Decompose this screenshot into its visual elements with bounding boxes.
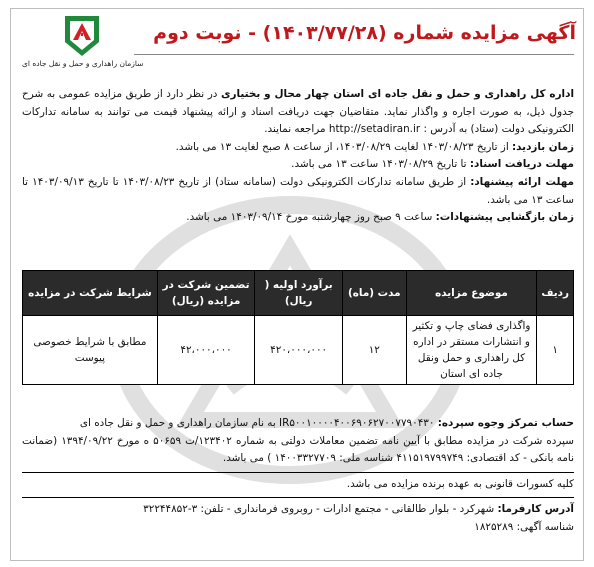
- account-text: IR۵۰۰۱۰۰۰۰۴۰۰۶۹۰۶۲۷۰۰۷۷۹۰۴۳۰ به نام سازمان راهداری و حمل و نقل جاده ای: [79, 417, 438, 429]
- ad-id-label: شناسه آگهی:: [516, 520, 574, 533]
- notice-title: آگهی مزایده شماره (۱۴۰۳/۷۷/۲۸) - نوبت دوم: [153, 22, 576, 44]
- cell-guarantee: ۴۲،۰۰۰،۰۰۰: [157, 316, 254, 385]
- cell-duration: ۱۲: [343, 316, 407, 385]
- offer-deadline: [22, 174, 574, 209]
- cell-row-number: ۱: [537, 316, 574, 385]
- employer-address: [22, 501, 574, 519]
- title-underline: [134, 54, 574, 55]
- opening-label: زمان بازگشایی پیشنهادات:: [435, 211, 574, 224]
- auction-items-table: [22, 270, 574, 385]
- intro-paragraph: [22, 86, 574, 139]
- header-conditions: شرایط شرکت در مزایده: [23, 271, 158, 316]
- organization-caption: سازمان راهداری و حمل و نقل جاده ای: [22, 59, 144, 68]
- table-row: [23, 316, 574, 385]
- cell-subject: واگذاری فضای چاپ و تکثیر و انتشارات مستقر در اداره کل راهداری و حمل ونقل جاده ای استان: [406, 316, 537, 385]
- opening-text: ساعت ۹ صبح روز چهارشنبه مورخ ۱۴۰۳/۰۹/۱۴ می باشد.: [186, 211, 436, 224]
- docs-deadline-text: تا تاریخ ۱۴۰۳/۰۸/۲۹ ساعت ۱۳ می باشد.: [291, 158, 470, 171]
- divider: [22, 497, 574, 498]
- setad-url-link[interactable]: http://setadiran.ir: [328, 123, 421, 136]
- notice-body: [22, 86, 574, 227]
- docs-deadline: [22, 156, 574, 174]
- account-info: [22, 415, 574, 433]
- notice-header: [14, 12, 580, 74]
- organization-logo: [22, 14, 142, 76]
- ad-identifier: [22, 519, 574, 537]
- intro-org-name: اداره کل راهداری و حمل و نقل جاده ای استان چهار محال و بختیاری: [220, 88, 575, 100]
- header-row-number: ردیف: [537, 271, 574, 316]
- visit-text: از تاریخ ۱۴۰۳/۰۸/۲۳ لغایت ۱۴۰۳/۰۸/۲۹، از ساعت ۸ صبح لغایت ۱۳ می باشد.: [175, 140, 513, 153]
- offer-deadline-label: مهلت ارائه پیشنهاد:: [470, 175, 574, 188]
- visit-time: [22, 139, 574, 157]
- opening-time: [22, 209, 574, 227]
- visit-label: زمان بازدید:: [512, 140, 574, 153]
- header-duration: مدت (ماه): [343, 271, 407, 316]
- ad-id-value: ۱۸۲۵۲۸۹: [474, 520, 517, 533]
- guarantee-note: سپرده شرکت در مزایده مطابق با آیین نامه تضمین معاملات دولتی به شماره ۱۲۳۴۰۲/ت ۵۰۶۵۹ ه مورخ ۱۳۹۴/۰۹/۲۲ (ضمانت نامه بانکی - کد اقتصادی: ۴۱۱۵۱۹۷۹۹۷۴۹ شناسه ملی: ۱۴۰۰۳۳۲۷۷۰۹ ) می باشد.: [22, 434, 575, 465]
- notice-footer: [22, 415, 574, 537]
- account-label: حساب تمرکز وجوه سپرده:: [437, 417, 574, 429]
- divider: [22, 472, 574, 473]
- cell-estimate: ۴۲۰،۰۰۰،۰۰۰: [255, 316, 343, 385]
- cell-conditions: مطابق با شرایط خصوصی پیوست: [23, 316, 158, 385]
- table-header-row: [23, 271, 574, 316]
- docs-deadline-label: مهلت دریافت اسناد:: [469, 158, 574, 171]
- header-guarantee: تضمین شرکت در مزایده (ریال): [157, 271, 254, 316]
- deductions-note: کلیه کسورات قانونی به عهده برنده مزایده می باشد.: [346, 477, 574, 490]
- intro-text: در نظر دارد از طریق مزایده عمومی به شرح جدول ذیل، به صورت اجاره و واگذار نماید. متقاضیان جهت دریافت اسناد و ارائه پیشنهاد قیمت می توانند به سامانه تدارکات الکترونیکی دولت (ستاد) به آدرس :: [22, 88, 574, 136]
- intro-tail: مراجعه نمایند.: [264, 123, 329, 136]
- employer-text: شهرکرد - بلوار طالقانی - مجتمع ادارات - روبروی فرمانداری - تلفن: ۳-۳۲۲۴۴۸۵۲: [143, 503, 498, 516]
- offer-deadline-text: از طریق سامانه تدارکات الکترونیکی دولت (سامانه ستاد) از تاریخ ۱۴۰۳/۰۸/۲۳ تا تاریخ ۱۴۰۳/۰۹/۱۳ تا ساعت ۱۳ می باشد.: [22, 175, 574, 206]
- employer-label: آدرس کارفرما:: [497, 503, 574, 516]
- road-organization-logo-icon: [59, 14, 105, 58]
- header-subject: موضوع مزایده: [406, 271, 537, 316]
- header-estimate: برآورد اولیه ( ریال): [255, 271, 343, 316]
